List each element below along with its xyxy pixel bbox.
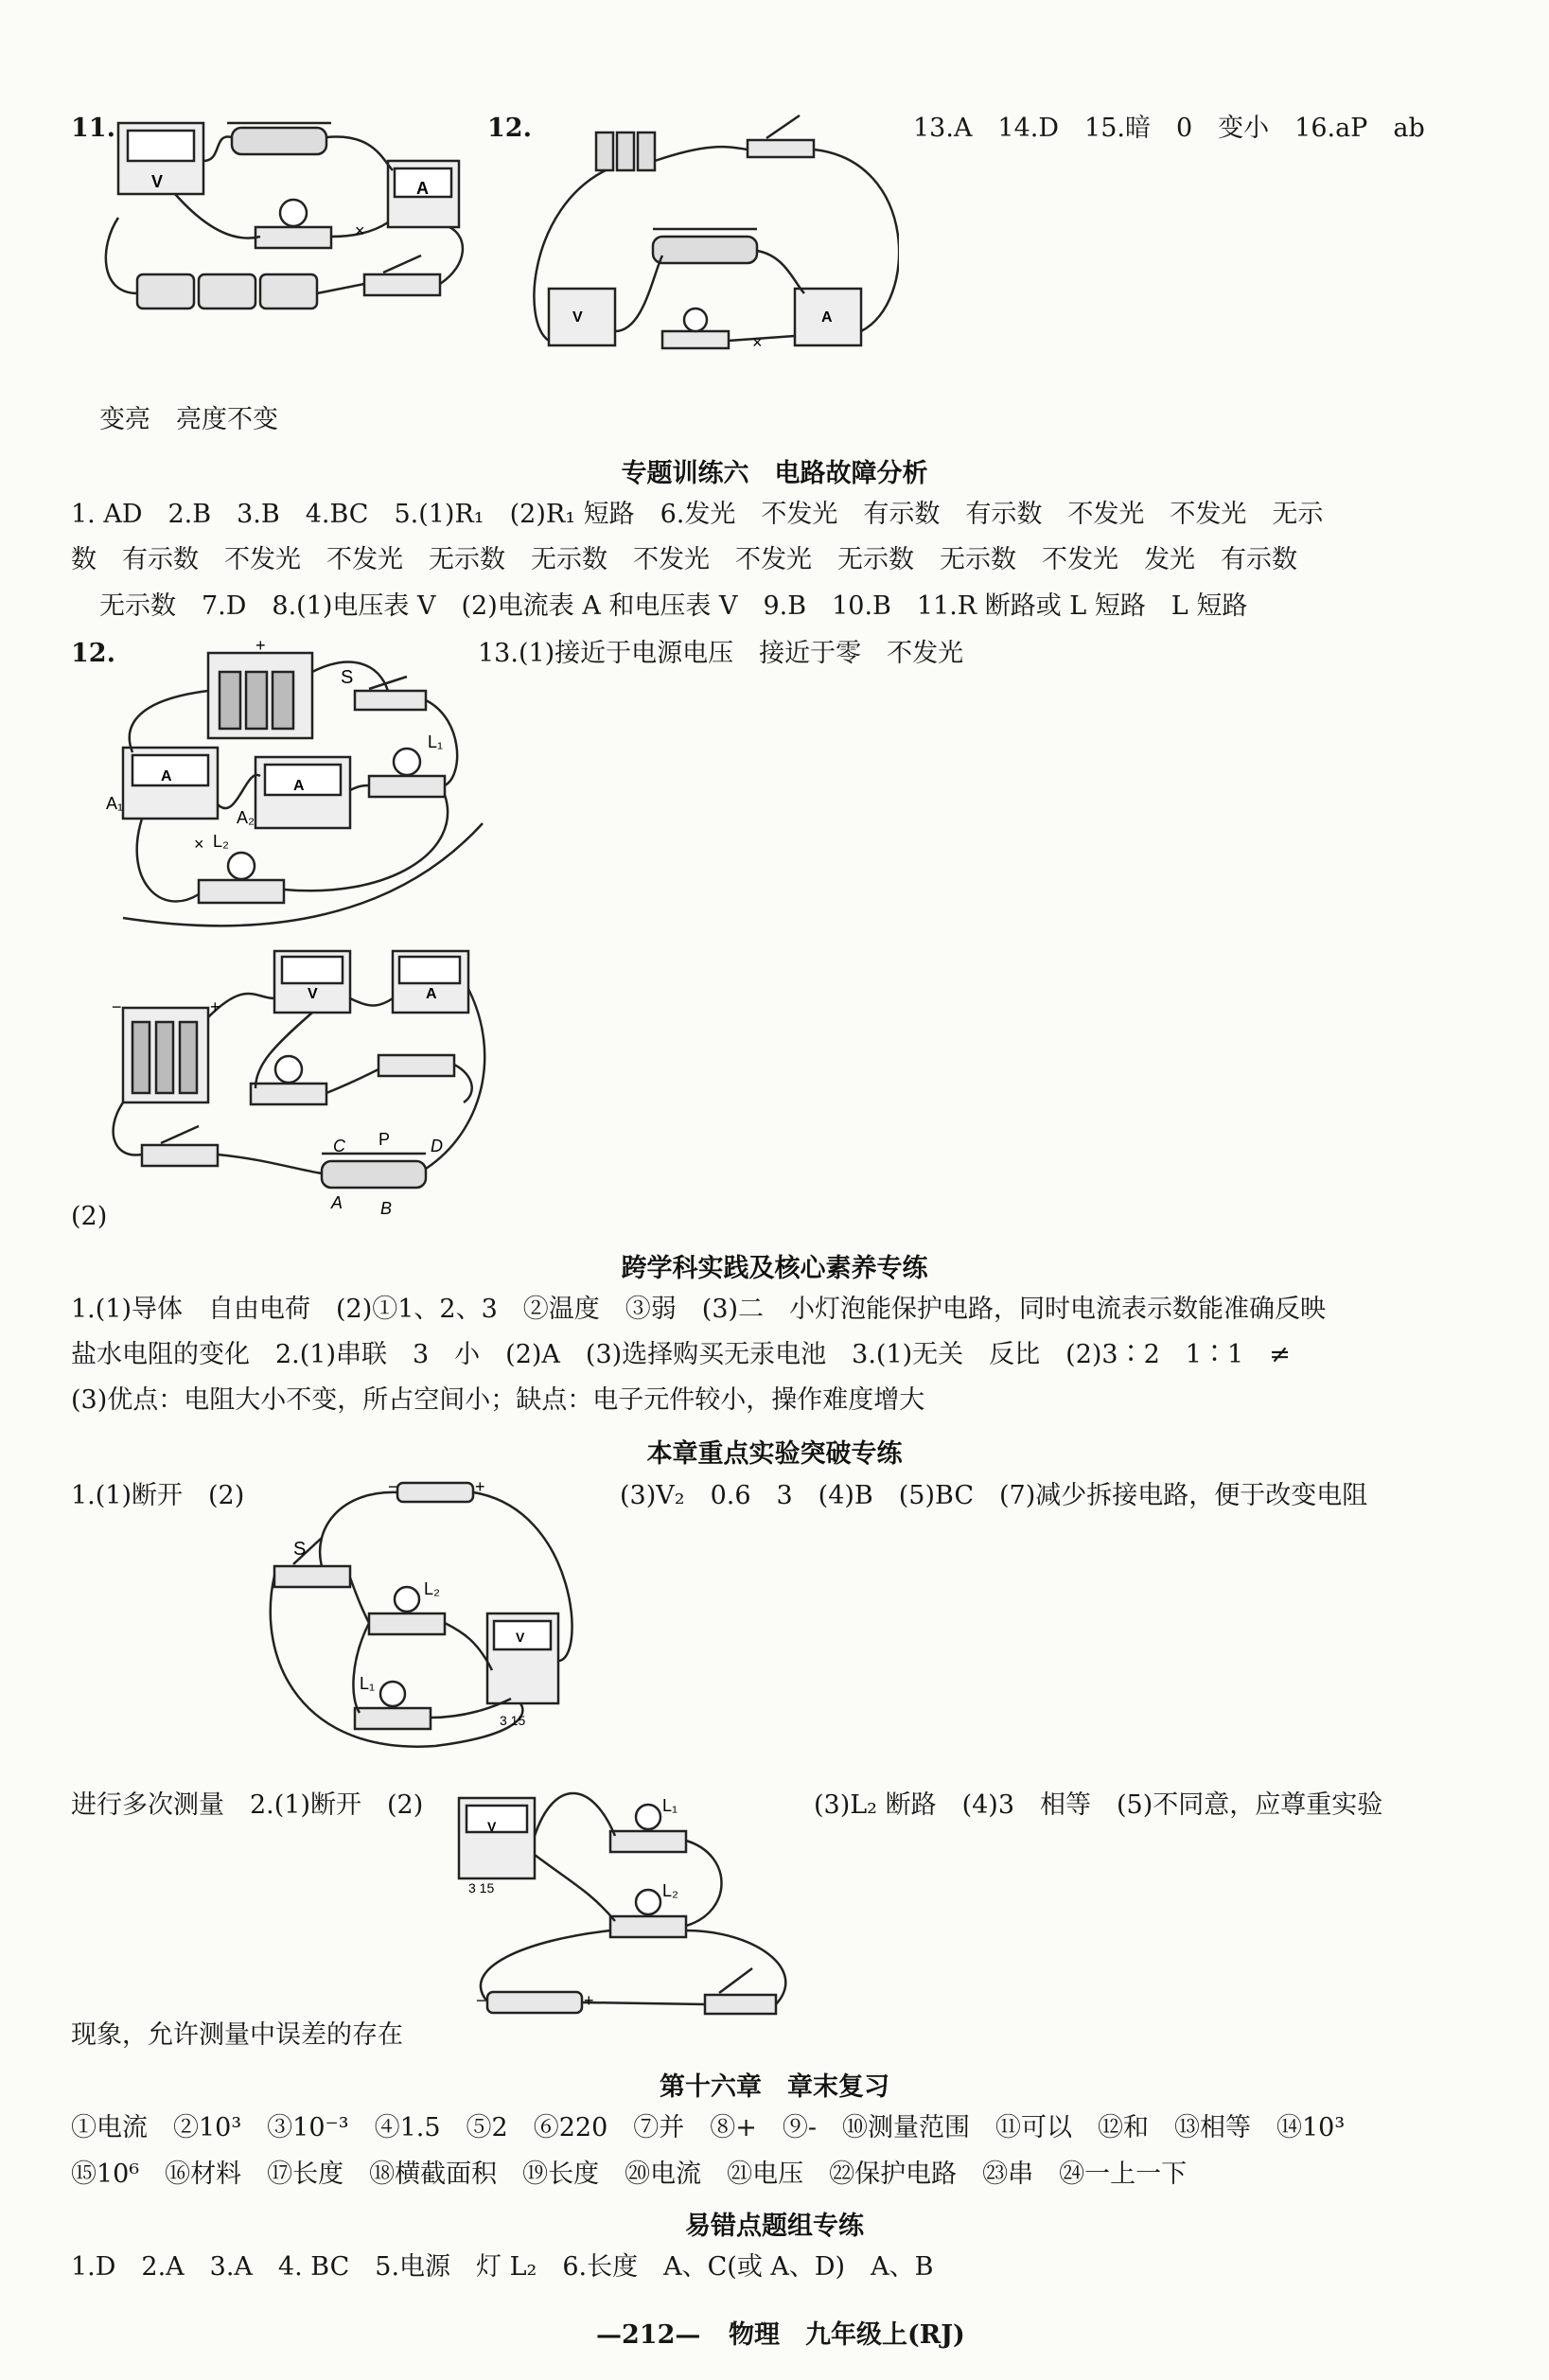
svg-text:A: A	[161, 768, 172, 785]
svg-text:×: ×	[752, 333, 763, 352]
svg-text:+: +	[255, 636, 266, 655]
section6-question-13: 13.(1)接近于电源电压 接近于零 不发光	[478, 639, 964, 668]
svg-text:+: +	[210, 997, 220, 1016]
svg-text:V: V	[151, 172, 164, 191]
svg-text:L₁: L₁	[428, 732, 444, 751]
svg-text:−: −	[476, 1991, 486, 2010]
svg-text:A: A	[821, 309, 833, 326]
svg-text:A: A	[416, 179, 429, 198]
section-title-error-prone: 易错点题组专练	[685, 2212, 864, 2241]
circuit-diagram-experiment-2	[449, 1779, 809, 2035]
svg-text:V: V	[516, 1630, 525, 1645]
page-number: —212—	[596, 2320, 701, 2350]
svg-text:A: A	[426, 986, 437, 1002]
svg-text:A₂: A₂	[237, 808, 255, 827]
svg-text:+: +	[475, 1477, 485, 1496]
svg-text:B: B	[380, 1199, 393, 1216]
review-line-1: ①电流 ②10³ ③10⁻³ ④1.5 ⑤2 ⑥220 ⑦并 ⑧+ ⑨- ⑩测量范围 ⑪可以 ⑫和 ⑬相等 ⑭10³	[71, 2113, 1346, 2142]
svg-text:×: ×	[355, 221, 365, 240]
experiment-q2-part-b: (3)L₂ 断路 (4)3 相等 (5)不同意，应尊重实验	[814, 1790, 1383, 1820]
experiment-q1-part-a: 1.(1)断开 (2)	[71, 1481, 245, 1510]
experiment-q2-part-c: 现象，允许测量中误差的存在	[71, 2020, 403, 2050]
svg-text:V: V	[487, 1819, 497, 1834]
question-11-label: 11.	[71, 114, 115, 143]
section6-line-3: 无示数 7.D 8.(1)电压表 V (2)电流表 A 和电压表 V 9.B 10.B 11.R 断路或 L 短路 L 短路	[99, 591, 1248, 621]
answers-13-16: 13.A 14.D 15.暗 0 变小 16.aP ab	[913, 114, 1425, 143]
svg-text:S: S	[293, 1539, 307, 1560]
circuit-diagram-12-rheostat	[104, 942, 502, 1216]
section-title-key-experiments: 本章重点实验突破专练	[646, 1439, 903, 1469]
svg-text:L₁: L₁	[360, 1674, 376, 1693]
section-title-chapter-review: 第十六章 章末复习	[660, 2072, 889, 2102]
cross-line-2: 盐水电阻的变化 2.(1)串联 3 小 (2)A (3)选择购买无汞电池 3.(1)无关 反比 (2)3∶2 1∶1 ≠	[71, 1340, 1291, 1369]
section6-line-1: 1. AD 2.B 3.B 4.BC 5.(1)R₁ (2)R₁ 短路 6.发光 不发光 有示数 有示数 不发光 不发光 无示	[71, 500, 1324, 529]
svg-text:−: −	[388, 1477, 398, 1496]
svg-text:A: A	[293, 778, 305, 794]
circuit-diagram-experiment-1	[265, 1472, 606, 1755]
svg-text:−: −	[112, 997, 122, 1016]
section6-line-2: 数 有示数 不发光 不发光 无示数 无示数 不发光 不发光 无示数 无示数 不发光 发光 有示数	[71, 545, 1297, 574]
svg-text:V: V	[572, 309, 583, 326]
question-12-label: 12.	[487, 114, 532, 143]
review-line-2: ⑮10⁶ ⑯材料 ⑰长度 ⑱横截面积 ⑲长度 ⑳电流 ㉑电压 ㉒保护电路 ㉓串 ㉔一上一下	[71, 2160, 1188, 2189]
svg-text:+: +	[584, 1991, 594, 2010]
svg-text:×: ×	[194, 835, 204, 854]
footer-subject: 物理 九年级上(RJ)	[729, 2320, 965, 2350]
question-11-continuation: 变亮 亮度不变	[99, 405, 278, 434]
svg-text:L₂: L₂	[662, 1881, 678, 1900]
svg-text:C: C	[333, 1137, 345, 1155]
experiment-q1-part-b: (3)V₂ 0.6 3 (4)B (5)BC (7)减少拆接电路，便于改变电阻	[620, 1481, 1368, 1510]
circuit-diagram-12-parallel	[104, 634, 502, 927]
cross-line-3: (3)优点：电阻大小不变，所占空间小；缺点：电子元件较小，操作难度增大	[71, 1385, 925, 1415]
svg-text:L₂: L₂	[424, 1579, 440, 1598]
section6-subpart-2: (2)	[71, 1202, 108, 1231]
section6-question-12-label: 12.	[71, 639, 115, 668]
svg-text:L₁: L₁	[662, 1796, 678, 1815]
cross-line-1: 1.(1)导体 自由电荷 (2)①1、2、3 ②温度 ③弱 (3)二 小灯泡能保护电路，同时电流表示数能准确反映	[71, 1295, 1327, 1324]
svg-text:P: P	[378, 1130, 391, 1149]
circuit-diagram-12-top	[520, 104, 899, 369]
svg-text:S: S	[341, 667, 354, 688]
svg-text:V: V	[308, 986, 318, 1002]
svg-text:3 15: 3 15	[500, 1713, 526, 1728]
mistakes-line-1: 1.D 2.A 3.A 4. BC 5.电源 灯 L₂ 6.长度 A、C(或 A、D) A、B	[71, 2252, 934, 2282]
experiment-q1-part-c: 进行多次测量 2.(1)断开 (2)	[71, 1790, 424, 1820]
circuit-diagram-11	[99, 104, 468, 322]
svg-text:A: A	[331, 1193, 343, 1212]
section-title-fault-analysis: 专题训练六 电路故障分析	[621, 459, 928, 488]
section-title-cross-discipline: 跨学科实践及核心素养专练	[621, 1254, 928, 1283]
svg-text:L₂: L₂	[213, 832, 229, 851]
svg-text:A₁: A₁	[106, 794, 124, 813]
svg-text:D: D	[431, 1137, 443, 1155]
svg-text:3 15: 3 15	[468, 1880, 495, 1895]
